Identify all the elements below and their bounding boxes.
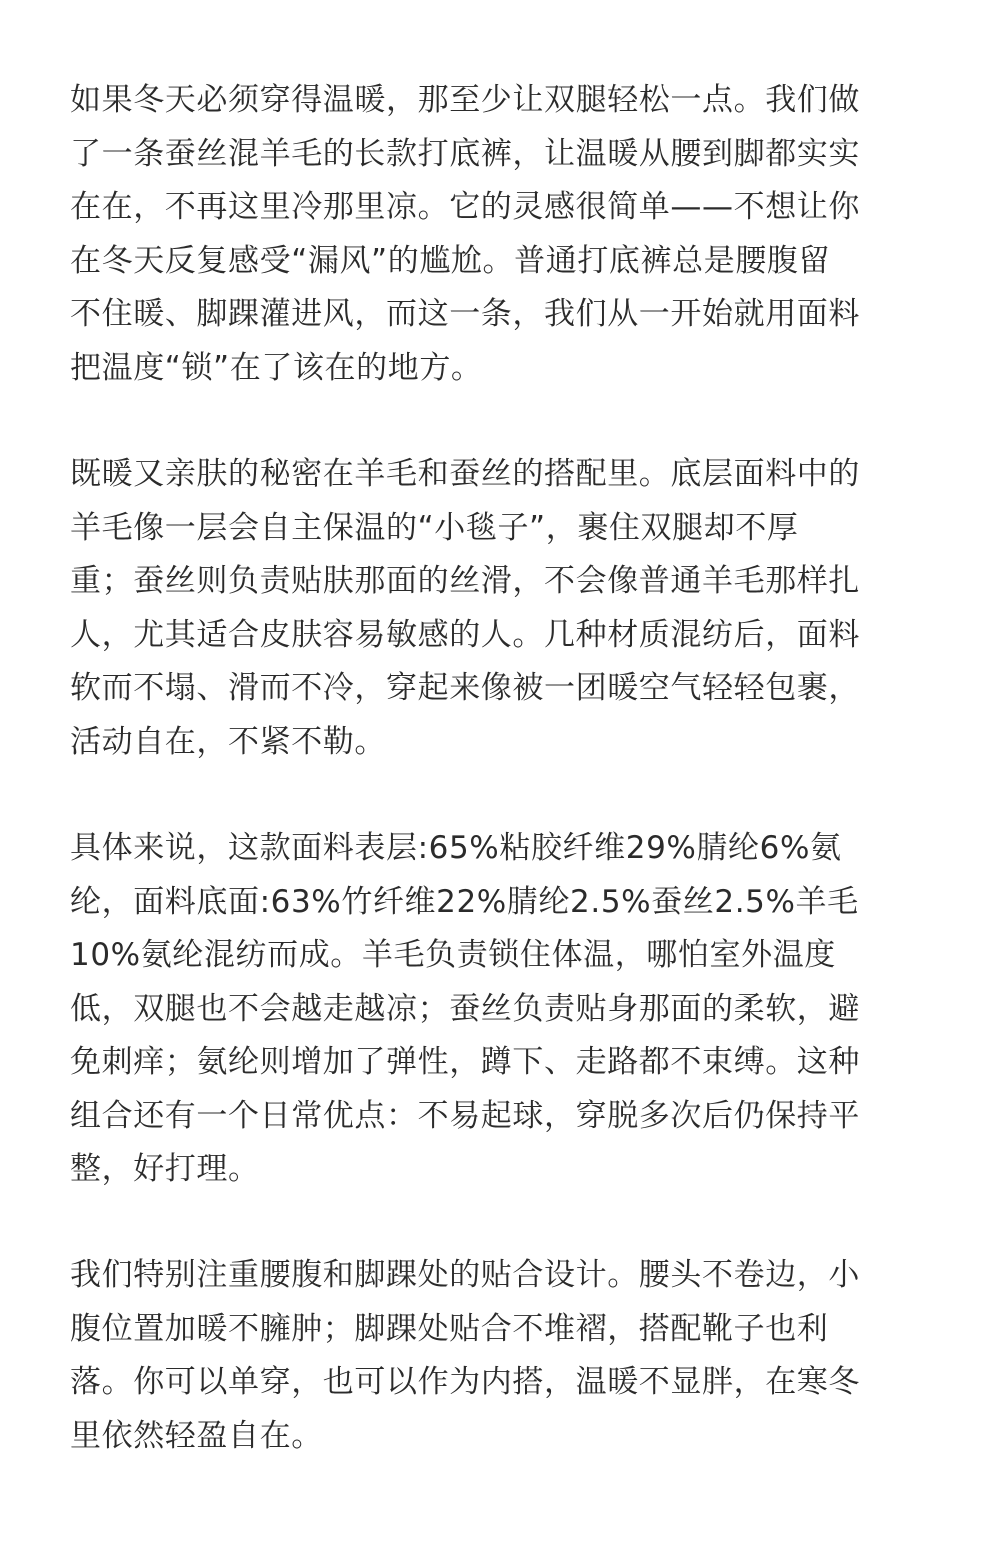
paragraph-line: 既暖又亲肤的秘密在羊毛和蚕丝的搭配里。底层面料中的 [70, 456, 860, 492]
paragraph-line: 在在，不再这里冷那里凉。它的灵感很简单——不想让你 [70, 189, 860, 225]
paragraph-line: 活动自在，不紧不勒。 [70, 723, 386, 760]
paragraph-line: 具体来说，这款面料表层:65%粘胶纤维29%腈纶6%氨 [70, 830, 842, 866]
paragraph-line: 整，好打理。 [70, 1151, 260, 1187]
paragraph-line: 免刺痒；氨纶则增加了弹性，蹲下、走路都不束缚。这种 [70, 1044, 860, 1080]
paragraph-composition [70, 822, 860, 1197]
paragraph-materials [70, 448, 860, 769]
paragraph-line: 低，双腿也不会越走越凉；蚕丝负责贴身那面的柔软，避 [70, 990, 860, 1027]
paragraph-line: 把温度“锁”在了该在的地方。 [70, 349, 483, 386]
paragraph-line: 软而不塌、滑而不冷，穿起来像被一团暖空气轻轻包裹， [70, 670, 860, 706]
paragraph-line: 我们特别注重腰腹和脚踝处的贴合设计。腰头不卷边，小 [70, 1257, 860, 1293]
paragraph-line: 如果冬天必须穿得温暖，那至少让双腿轻松一点。我们做 [70, 82, 860, 118]
paragraph-line: 里依然轻盈自在。 [70, 1417, 323, 1454]
paragraph-line: 重；蚕丝则负责贴肤那面的丝滑，不会像普通羊毛那样扎 [70, 563, 860, 599]
paragraph-line: 组合还有一个日常优点：不易起球，穿脱多次后仍保持平 [70, 1097, 860, 1134]
paragraph-line: 羊毛像一层会自主保温的“小毯子”，裹住双腿却不厚 [70, 509, 799, 546]
paragraph-line: 落。你可以单穿，也可以作为内搭，温暖不显胖，在寒冬 [70, 1364, 860, 1400]
paragraph-line: 在冬天反复感受“漏风”的尴尬。普通打底裤总是腰腹留 [70, 242, 831, 279]
paragraph-line: 了一条蚕丝混羊毛的长款打底裤，让温暖从腰到脚都实实 [70, 135, 860, 172]
paragraph-fit-design [70, 1249, 860, 1463]
paragraph-intro [70, 74, 860, 395]
paragraph-line: 10%氨纶混纺而成。羊毛负责锁住体温，哪怕室外温度 [70, 937, 836, 973]
paragraph-line: 不住暖、脚踝灌进风，而这一条，我们从一开始就用面料 [70, 296, 860, 332]
paragraph-line: 腹位置加暖不臃肿；脚踝处贴合不堆褶，搭配靴子也利 [70, 1310, 829, 1347]
paragraph-line: 纶，面料底面:63%竹纤维22%腈纶2.5%蚕丝2.5%羊毛 [70, 883, 859, 920]
paragraph-line: 人，尤其适合皮肤容易敏感的人。几种材质混纺后，面料 [70, 616, 860, 653]
